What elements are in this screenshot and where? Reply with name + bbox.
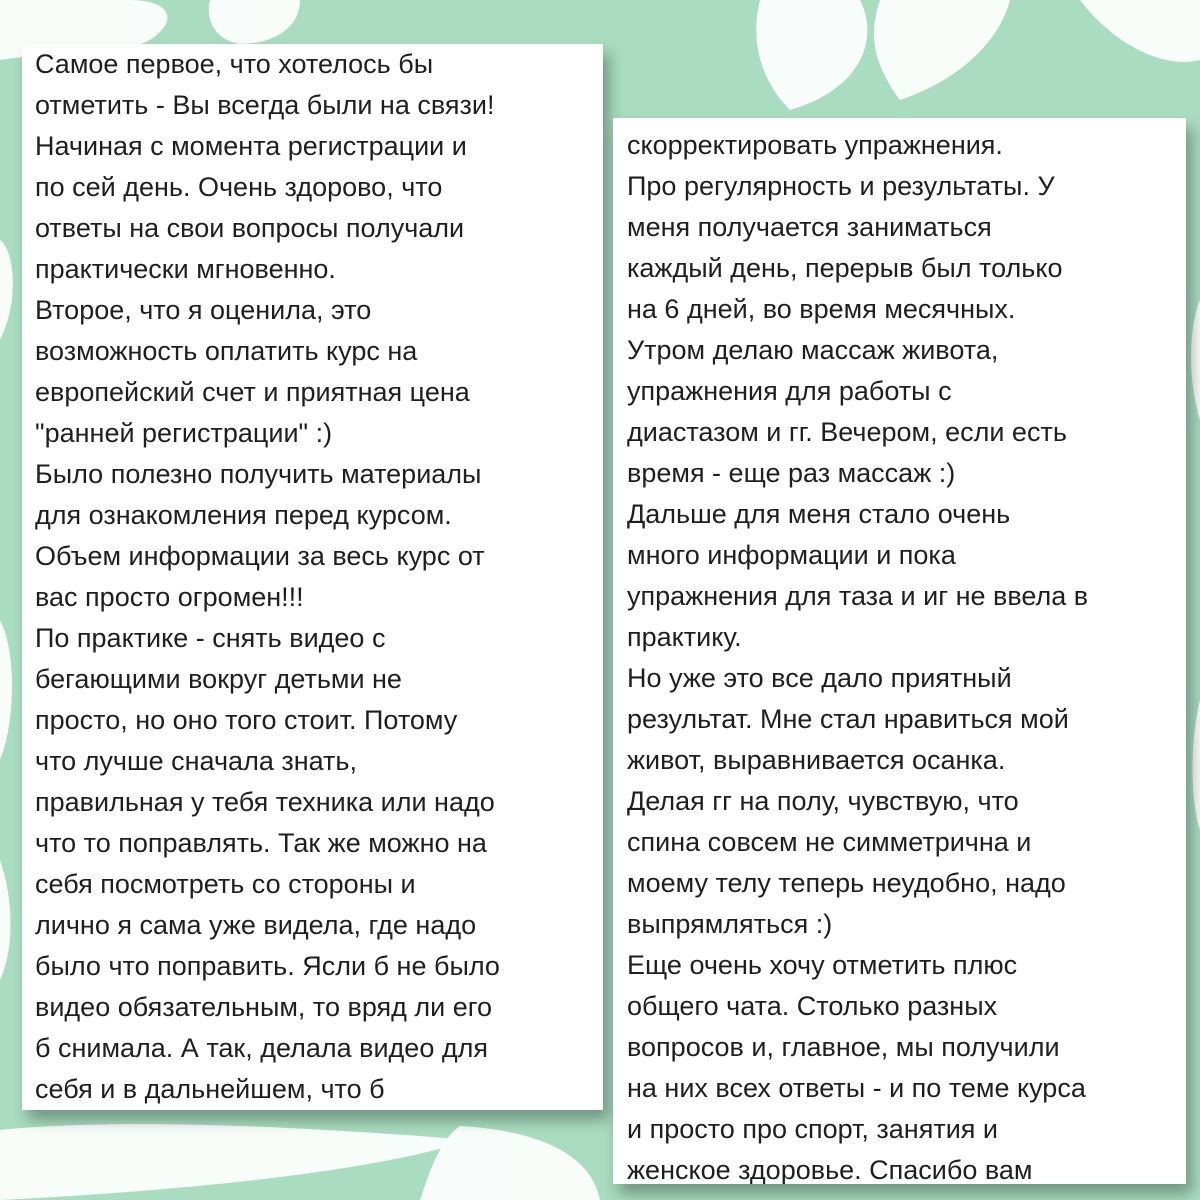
- text-line: возможность оплатить курс на: [35, 336, 418, 366]
- text-line: упражнения для таза и иг не ввела в: [627, 581, 1089, 611]
- text-line: отметить - Вы всегда были на связи!: [35, 90, 495, 120]
- text-line: время - еще раз массаж :): [627, 458, 956, 488]
- text-line: общего чата. Столько разных: [627, 991, 998, 1021]
- text-line: скорректировать упражнения.: [627, 130, 1003, 160]
- leaf-shape: [420, 1126, 600, 1200]
- text-line: "ранней регистрации" :): [35, 418, 333, 448]
- leaf-shape: [1080, 0, 1200, 62]
- text-line: упражнения для работы с: [627, 376, 952, 406]
- leaf-shape: [756, 0, 867, 110]
- text-line: Второе, что я оценила, это: [35, 295, 372, 325]
- text-line: вопросов и, главное, мы получили: [627, 1032, 1060, 1062]
- text-line: По практике - снять видео с: [35, 623, 386, 653]
- text-line: каждый день, перерыв был только: [627, 253, 1063, 283]
- text-line: видео обязательным, то вряд ли его: [35, 992, 493, 1022]
- text-line: Дальше для меня стало очень: [627, 499, 1011, 529]
- leaf-shape: [1193, 700, 1200, 830]
- text-line: себя и в дальнейшем, что б: [35, 1074, 385, 1104]
- text-line: Было полезно получить материалы: [35, 459, 482, 489]
- right-text-card: [613, 118, 1186, 1184]
- text-line: вас просто огромен!!!: [35, 582, 304, 612]
- text-line: ответы на свои вопросы получали: [35, 213, 465, 243]
- text-line: результат. Мне стал нравиться мой: [627, 704, 1069, 734]
- leaf-shape: [0, 620, 12, 760]
- text-line: меня получается заниматься: [627, 212, 992, 242]
- text-line: лично я сама уже видела, где надо: [35, 910, 477, 940]
- text-line: практику.: [627, 622, 742, 652]
- leaf-shape: [1191, 300, 1200, 420]
- text-line: и просто про спорт, занятия и: [627, 1114, 998, 1144]
- text-line: себя посмотреть со стороны и: [35, 869, 416, 899]
- text-line: европейский счет и приятная цена: [35, 377, 470, 407]
- leaf-shape: [0, 240, 13, 340]
- text-line: для ознакомления перед курсом.: [35, 500, 452, 530]
- text-line: правильная у тебя техника или надо: [35, 787, 495, 817]
- leaf-shape: [0, 860, 11, 980]
- text-line: спина совсем не симметрична и: [627, 827, 1032, 857]
- text-line: практически мгновенно.: [35, 254, 336, 284]
- text-line: живот, выравнивается осанка.: [627, 745, 1006, 775]
- right-text-lines: [613, 118, 1186, 1184]
- text-line: Начиная с момента регистрации и: [35, 131, 467, 161]
- text-line: что то поправлять. Так же можно на: [35, 828, 487, 858]
- leaf-shape: [209, 0, 300, 44]
- leaf-shape: [874, 0, 1010, 100]
- text-line: на них всех ответы - и по теме курса: [627, 1073, 1086, 1103]
- text-line: Но уже это все дало приятный: [627, 663, 1012, 693]
- left-text-lines: [22, 44, 603, 1110]
- text-line: Объем информации за весь курс от: [35, 541, 485, 571]
- leaf-shape: [0, 1124, 470, 1200]
- text-line: на 6 дней, во время месячных.: [627, 294, 1016, 324]
- text-line: Делая гг на полу, чувствую, что: [627, 786, 1019, 816]
- text-line: Еще очень хочу отметить плюс: [627, 950, 1018, 980]
- text-line: бегающими вокруг детьми не: [35, 664, 402, 694]
- text-line: диастазом и гг. Вечером, если есть: [627, 417, 1067, 447]
- text-line: выпрямляться :): [627, 909, 833, 939]
- text-line: было что поправить. Ясли б не было: [35, 951, 500, 981]
- text-line: много информации и пока: [627, 540, 956, 570]
- text-line: женское здоровье. Спасибо вам: [627, 1155, 1033, 1184]
- text-line: что лучше сначала знать,: [35, 746, 357, 776]
- text-line: Утром делаю массаж живота,: [627, 335, 999, 365]
- left-text-card: [22, 44, 603, 1110]
- text-line: по сей день. Очень здорово, что: [35, 172, 443, 202]
- text-line: Про регулярность и результаты. У: [627, 171, 1055, 201]
- text-line: моему телу теперь неудобно, надо: [627, 868, 1066, 898]
- text-line: б снимала. А так, делала видео для: [35, 1033, 488, 1063]
- text-line: просто, но оно того стоит. Потому: [35, 705, 458, 735]
- text-line: Самое первое, что хотелось бы: [35, 49, 434, 79]
